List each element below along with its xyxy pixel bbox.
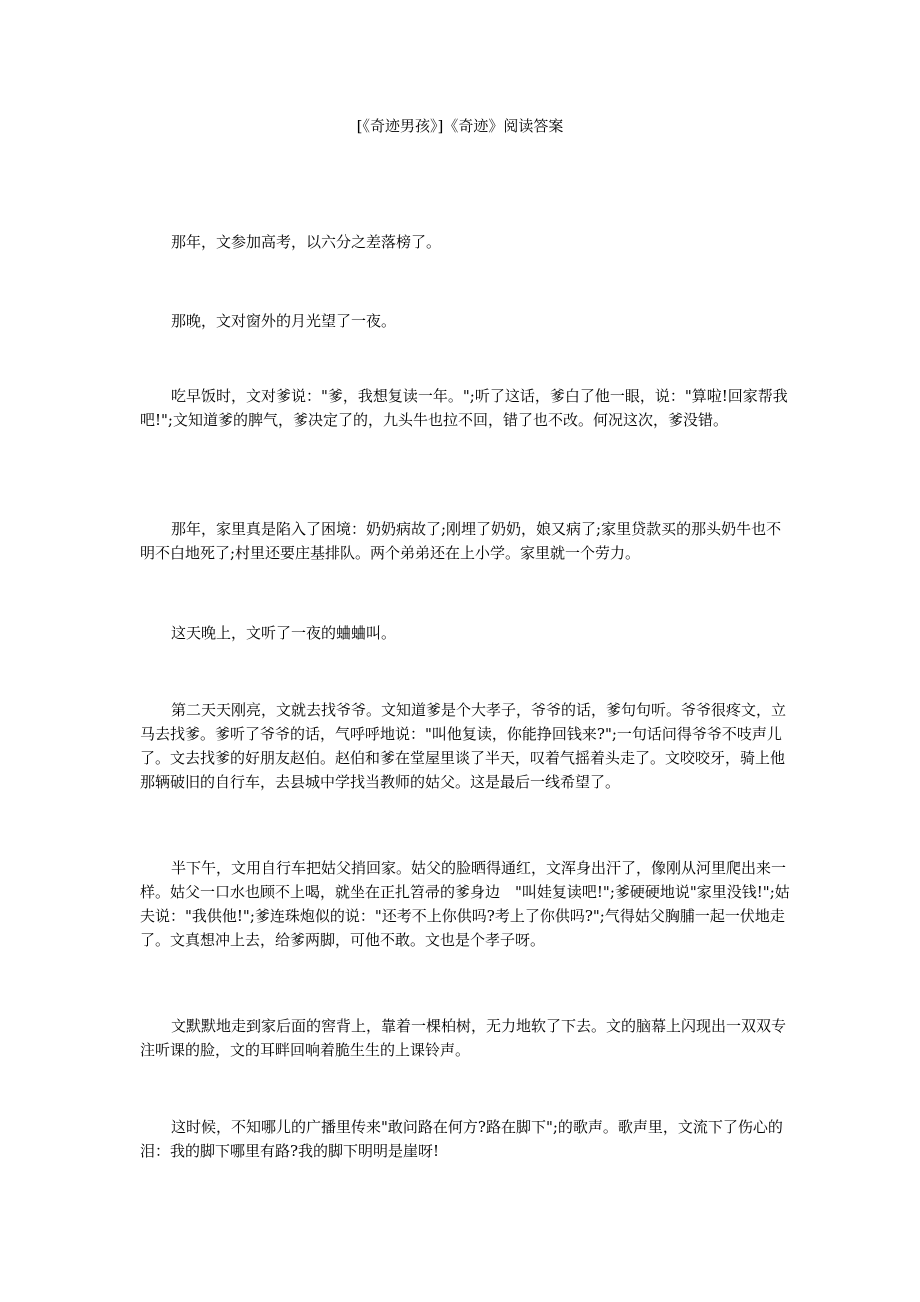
document-title: [《奇迹男孩》]《奇迹》阅读答案 (356, 117, 564, 135)
paragraph-2: 那晚，文对窗外的月光望了一夜。 (171, 312, 397, 330)
paragraph-4: 那年，家里真是陷入了困境：奶奶病故了;刚埋了奶奶，娘又病了;家里贷款买的那头奶牛也不明不白地死了;村里还要庄基排队。两个弟弟还在上小学。家里就一个劳力。 (140, 520, 782, 562)
paragraph-5: 这天晚上，文听了一夜的蛐蛐叫。 (171, 624, 397, 642)
paragraph-1: 那年，文参加高考，以六分之差落榜了。 (171, 233, 442, 251)
paragraph-6: 第二天天刚亮，文就去找爷爷。文知道爹是个大孝子，爷爷的话，爹句句听。爷爷很疼文，立马去找爹。爹听了爷爷的话，气呼呼地说："叫他复读，你能挣回钱来?";一句话问得爷爷不吱声儿了。文去找爹的好朋友赵伯。赵伯和爹在堂屋里谈了半天，叹着气摇着头走了。文咬咬牙，骑上他那辆破旧的自行车，去县城中学找当教师的姑父。这是最后一线希望了。 (140, 701, 787, 791)
paragraph-9: 这时候，不知哪儿的广播里传来"敢问路在何方?路在脚下";的歌声。歌声里，文流下了伤心的泪：我的脚下哪里有路?我的脚下明明是崖呀! (140, 1118, 783, 1160)
paragraph-8: 文默默地走到家后面的窖背上，靠着一棵柏树，无力地软了下去。文的脑幕上闪现出一双双专注听课的脸，文的耳畔回响着脆生生的上课铃声。 (140, 1017, 787, 1059)
paragraph-3: 吃早饭时，文对爹说："爹，我想复读一年。";听了这话，爹白了他一眼，说："算啦!回家帮我吧!";文知道爹的脾气，爹决定了的，九头牛也拉不回，错了也不改。何况这次，爹没错。 (140, 387, 788, 429)
paragraph-7: 半下午，文用自行车把姑父捎回家。姑父的脸晒得通红，文浑身出汗了，像刚从河里爬出来一样。姑父一口水也顾不上喝，就坐在正扎笤帚的爹身边 "叫娃复读吧!";爹硬硬地说"家里没钱!";姑夫说："我供他!";爹连珠炮似的说："还考不上你供吗?考上了你供吗?";气得姑父胸脯一起一伏地走了。文真想冲上去，给爹两脚，可他不敢。文也是个孝子呀。 (140, 859, 790, 949)
